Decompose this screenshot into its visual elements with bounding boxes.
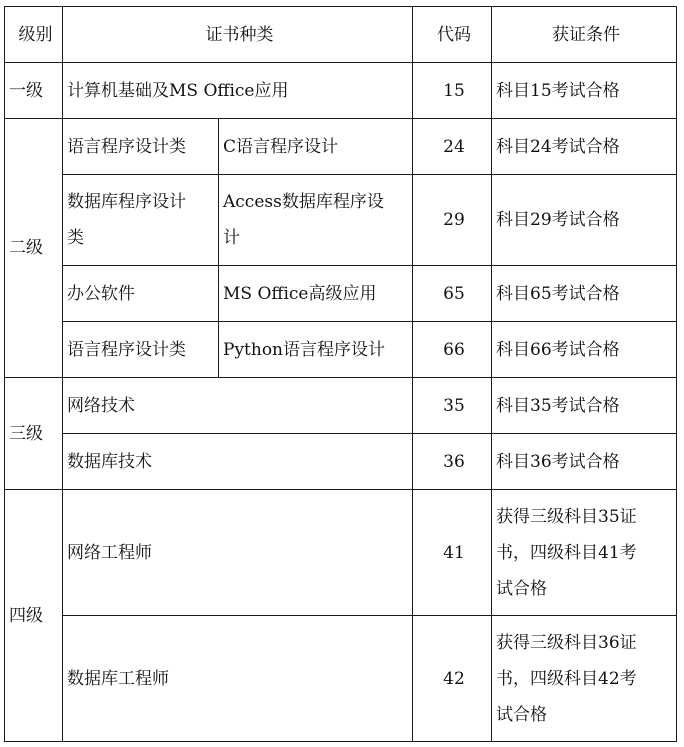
level-cell: 三级 <box>5 378 63 490</box>
table-row <box>5 175 677 266</box>
group-cell: 语言程序设计类 <box>63 322 219 378</box>
code-cell: 29 <box>413 175 492 266</box>
header-category: 证书种类 <box>63 7 413 63</box>
condition-cell <box>492 490 677 616</box>
code-cell: 66 <box>413 322 492 378</box>
certificate-table <box>4 6 677 742</box>
condition-cell: 科目29考试合格 <box>492 175 677 266</box>
code-cell: 41 <box>413 490 492 616</box>
condition-line: 获得三级科目36证 <box>496 632 637 653</box>
level-cell: 四级 <box>5 490 63 742</box>
code-cell: 36 <box>413 434 492 490</box>
condition-cell: 科目35考试合格 <box>492 378 677 434</box>
header-row <box>5 7 677 63</box>
code-cell: 65 <box>413 266 492 322</box>
condition-cell: 科目15考试合格 <box>492 63 677 119</box>
condition-cell: 科目24考试合格 <box>492 119 677 175</box>
condition-line: 试合格 <box>496 578 547 599</box>
subject-line: Access数据库程序设 <box>223 192 384 212</box>
group-line: 数据库程序设计 <box>67 192 186 212</box>
subject-cell: MS Office高级应用 <box>219 266 413 322</box>
category-cell: 数据库工程师 <box>63 616 413 742</box>
code-cell: 35 <box>413 378 492 434</box>
level-cell: 二级 <box>5 119 63 378</box>
category-cell: 网络技术 <box>63 378 413 434</box>
condition-line: 书，四级科目42考 <box>496 668 637 689</box>
table-row <box>5 63 677 119</box>
category-cell: 数据库技术 <box>63 434 413 490</box>
condition-line: 书，四级科目41考 <box>496 542 637 563</box>
header-level: 级别 <box>5 7 63 63</box>
subject-cell: Python语言程序设计 <box>219 322 413 378</box>
group-cell: 办公软件 <box>63 266 219 322</box>
group-line: 类 <box>67 228 84 248</box>
header-condition: 获证条件 <box>492 7 677 63</box>
table-row <box>5 378 677 434</box>
category-cell: 网络工程师 <box>63 490 413 616</box>
condition-line: 试合格 <box>496 704 547 725</box>
table-row <box>5 322 677 378</box>
level-cell: 一级 <box>5 63 63 119</box>
condition-cell: 科目66考试合格 <box>492 322 677 378</box>
table-row <box>5 119 677 175</box>
table-row <box>5 266 677 322</box>
code-cell: 42 <box>413 616 492 742</box>
group-cell <box>63 175 219 266</box>
condition-cell: 科目36考试合格 <box>492 434 677 490</box>
table-row <box>5 434 677 490</box>
header-code: 代码 <box>413 7 492 63</box>
table-row <box>5 616 677 742</box>
table-row <box>5 490 677 616</box>
condition-cell: 科目65考试合格 <box>492 266 677 322</box>
subject-line: 计 <box>223 228 240 248</box>
group-cell: 语言程序设计类 <box>63 119 219 175</box>
subject-cell <box>219 175 413 266</box>
code-cell: 15 <box>413 63 492 119</box>
condition-cell <box>492 616 677 742</box>
subject-cell: C语言程序设计 <box>219 119 413 175</box>
condition-line: 获得三级科目35证 <box>496 506 637 527</box>
category-cell: 计算机基础及MS Office应用 <box>63 63 413 119</box>
code-cell: 24 <box>413 119 492 175</box>
